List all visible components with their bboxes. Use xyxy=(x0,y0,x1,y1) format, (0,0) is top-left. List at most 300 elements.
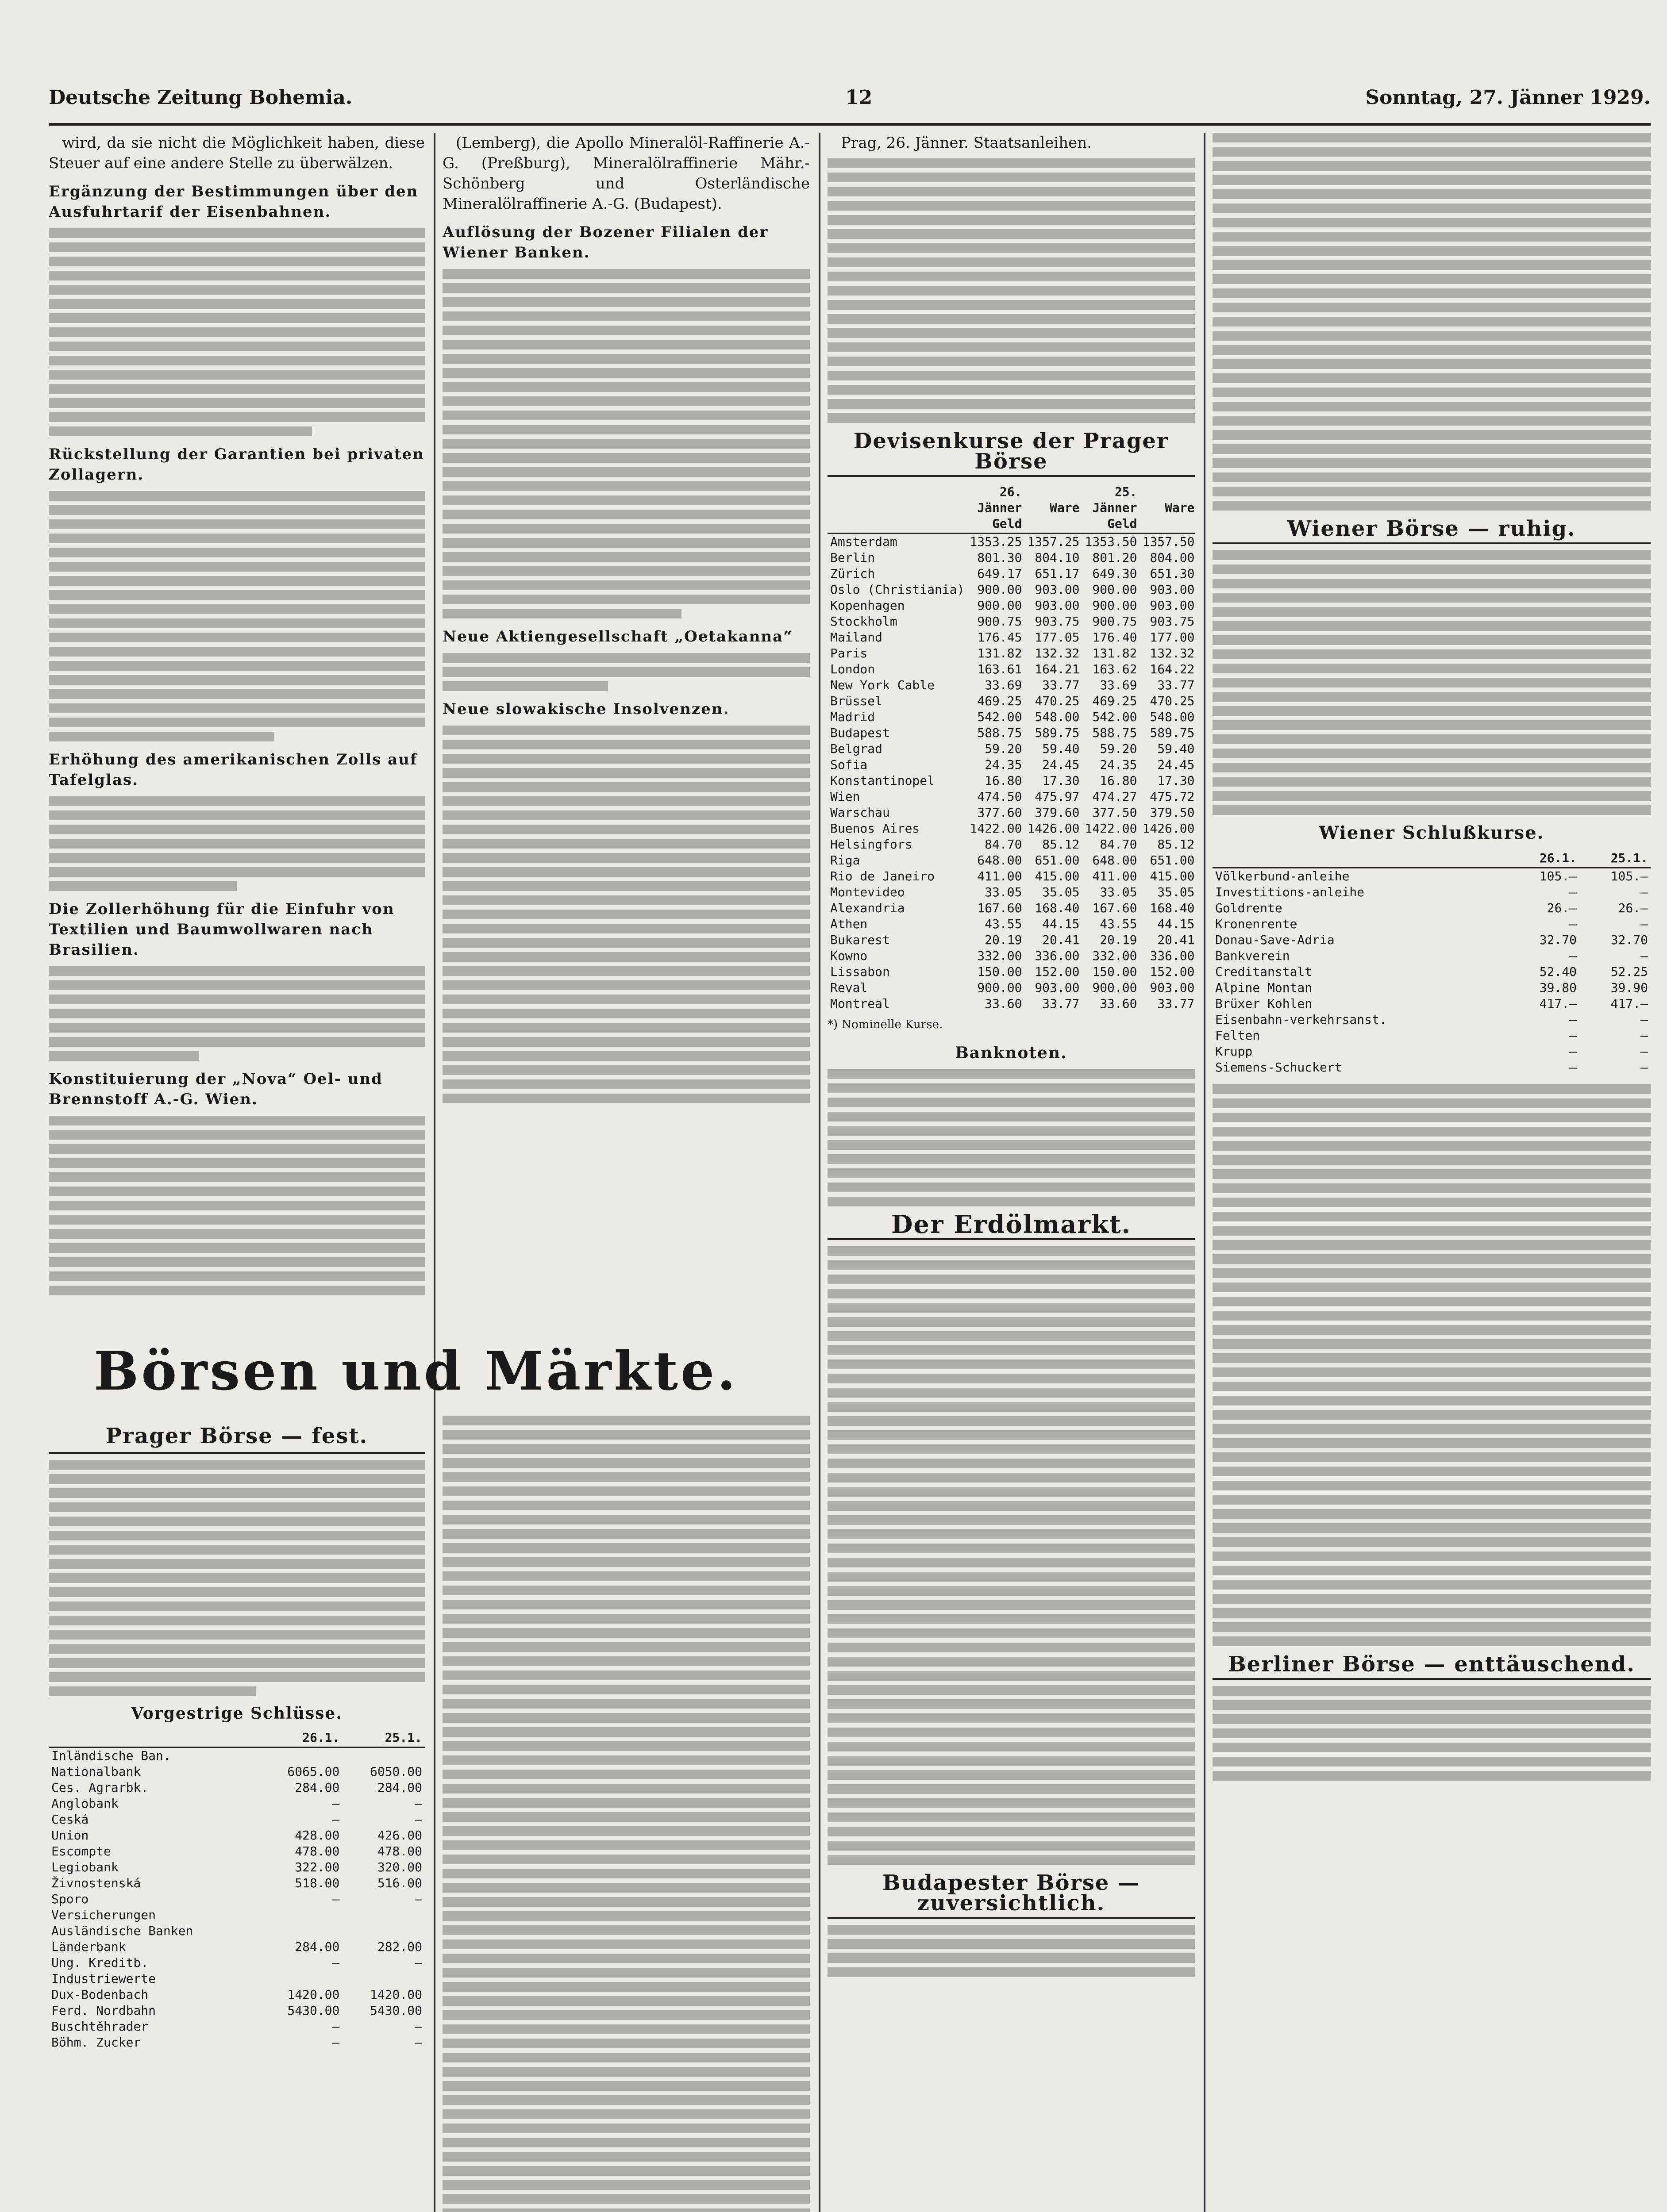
table-cell: Investitions-anleihe xyxy=(1215,885,1365,899)
table-cell: 6065.00 xyxy=(287,1764,340,1779)
article-heading: Erhöhung des amerikanischen Zolls auf Tafelglas. xyxy=(49,751,418,789)
table-cell: Živnostenská xyxy=(51,1876,141,1890)
berliner-boerse-text xyxy=(1213,1686,1651,1781)
table-cell: 1353.50 xyxy=(1085,534,1137,549)
table-cell: 651.00 xyxy=(1035,853,1080,868)
table-cell: 320.00 xyxy=(377,1860,422,1874)
table-cell: 903.00 xyxy=(1150,598,1195,613)
table-cell: Ces. Agrarbk. xyxy=(51,1780,149,1795)
table-cell: Legiobank xyxy=(51,1860,119,1874)
table-cell: 518.00 xyxy=(295,1876,340,1890)
table-cell: 35.05 xyxy=(1157,885,1195,899)
table-cell: Inländische Ban. xyxy=(51,1748,171,1763)
table-cell: 176.40 xyxy=(1092,630,1137,645)
table-cell: Montreal xyxy=(830,996,890,1011)
schluss-row xyxy=(49,1971,425,1987)
table-cell: 1353.25 xyxy=(970,534,1022,549)
table-cell: 33.77 xyxy=(1042,996,1080,1011)
table-cell: Athen xyxy=(830,917,868,931)
devisen-row xyxy=(828,932,1195,948)
table-cell: — xyxy=(1640,885,1648,899)
table-cell: Industriewerte xyxy=(51,1971,156,1986)
table-cell: 903.00 xyxy=(1035,598,1080,613)
table-cell: Riga xyxy=(830,853,860,868)
header-rule xyxy=(49,123,1651,126)
article-body xyxy=(49,966,425,1061)
budapest-title: Budapester Börse — zuversichtlich. xyxy=(828,1873,1195,1919)
table-cell: 900.00 xyxy=(977,582,1022,597)
table-cell: Sporo xyxy=(51,1892,89,1906)
devisen-row xyxy=(828,677,1195,693)
table-cell: 900.00 xyxy=(1092,980,1137,995)
table-cell: 379.60 xyxy=(1035,805,1080,820)
table-cell: 332.00 xyxy=(977,949,1022,963)
table-cell: 24.45 xyxy=(1042,757,1080,772)
table-cell: 651.30 xyxy=(1150,566,1195,581)
table-cell: 903.00 xyxy=(1150,980,1195,995)
table-cell: 548.00 xyxy=(1150,710,1195,724)
table-cell: Budapest xyxy=(830,726,890,740)
devisen-row xyxy=(828,868,1195,884)
table-cell: 589.75 xyxy=(1150,726,1195,740)
table-cell: 804.00 xyxy=(1150,550,1195,565)
schlusskurs-row xyxy=(1213,964,1651,980)
table-cell: 1420.00 xyxy=(287,1987,340,2002)
article-intro: wird, da sie nicht die Möglichkeit haben, diese Steuer auf eine andere Stelle zu überwälzen. xyxy=(49,134,425,172)
table-cell: 648.00 xyxy=(1092,853,1137,868)
page-number: 12 xyxy=(845,86,873,109)
schluss-row xyxy=(49,2019,425,2035)
table-cell: 903.00 xyxy=(1035,980,1080,995)
table-cell: 39.90 xyxy=(1610,980,1648,995)
schlusskurs-row xyxy=(1213,1012,1651,1028)
table-cell: 24.45 xyxy=(1157,757,1195,772)
table-cell: 52.40 xyxy=(1539,964,1577,979)
table-cell: 44.15 xyxy=(1157,917,1195,931)
table-cell: 24.35 xyxy=(985,757,1022,772)
table-cell: — xyxy=(415,1812,422,1827)
table-cell: Paris xyxy=(830,646,868,661)
schlusskurs-row xyxy=(1213,1044,1651,1060)
devisen-row xyxy=(828,741,1195,757)
table-cell: Creditanstalt xyxy=(1215,964,1313,979)
table-cell: 516.00 xyxy=(377,1876,422,1890)
table-cell: — xyxy=(1640,949,1648,963)
table-cell: 470.25 xyxy=(1035,694,1080,708)
table-cell: 26.— xyxy=(1547,901,1577,915)
article-intro: Prag, 26. Jänner. Staatsanleihen. xyxy=(841,134,1092,152)
devisen-row xyxy=(828,645,1195,661)
column-header: 25.1. xyxy=(1579,849,1651,868)
devisen-row xyxy=(828,757,1195,773)
table-cell: 428.00 xyxy=(295,1828,340,1843)
table-cell: 24.35 xyxy=(1100,757,1137,772)
table-cell: Kopenhagen xyxy=(830,598,905,613)
table-cell: 474.27 xyxy=(1092,789,1137,804)
table-cell: Brüssel xyxy=(830,694,883,708)
column-1 xyxy=(49,133,425,1310)
prager-boerse-title: Prager Börse — fest. xyxy=(49,1424,425,1454)
table-cell: Madrid xyxy=(830,710,875,724)
table-cell: 801.20 xyxy=(1092,550,1137,565)
table-cell: 903.75 xyxy=(1150,614,1195,629)
table-cell: 85.12 xyxy=(1157,837,1195,852)
devisen-row xyxy=(828,550,1195,566)
column-header: Ware xyxy=(1140,483,1195,534)
table-cell: 33.60 xyxy=(1100,996,1137,1011)
erdoel-text xyxy=(828,1246,1195,1865)
table-cell xyxy=(260,1747,343,1764)
prager-boerse-section xyxy=(49,1416,425,2212)
schluss-row xyxy=(49,1955,425,1971)
table-cell: 284.00 xyxy=(377,1780,422,1795)
table-cell: 1357.50 xyxy=(1142,534,1195,549)
article-heading: Neue slowakische Insolvenzen. xyxy=(443,700,730,718)
table-cell: 85.12 xyxy=(1042,837,1080,852)
table-cell: — xyxy=(332,1892,340,1906)
table-cell: Sofia xyxy=(830,757,868,772)
table-cell: — xyxy=(1640,1012,1648,1027)
schluss-row xyxy=(49,1828,425,1843)
table-cell: 588.75 xyxy=(977,726,1022,740)
table-cell: 900.00 xyxy=(977,980,1022,995)
table-cell: 164.21 xyxy=(1035,662,1080,676)
schluss-row xyxy=(49,1764,425,1780)
table-cell: Völkerbund-anleihe xyxy=(1215,869,1350,883)
article-body xyxy=(443,653,810,691)
table-cell: 903.00 xyxy=(1150,582,1195,597)
schluss-row xyxy=(49,1923,425,1939)
table-cell: Montevideo xyxy=(830,885,905,899)
table-cell: 648.00 xyxy=(977,853,1022,868)
table-cell: Ung. Kreditb. xyxy=(51,1955,149,1970)
schluss-row xyxy=(49,1812,425,1828)
schlusskurs-row xyxy=(1213,1060,1651,1075)
table-cell: Alexandria xyxy=(830,901,905,915)
table-cell: 336.00 xyxy=(1150,949,1195,963)
schluss-row xyxy=(49,1891,425,1907)
devisen-row xyxy=(828,614,1195,630)
table-cell: — xyxy=(415,1892,422,1906)
schlusskurs-row xyxy=(1213,884,1651,900)
devisen-note: *) Nominelle Kurse. xyxy=(828,1018,943,1031)
table-cell: — xyxy=(415,2035,422,2050)
table-cell: 33.05 xyxy=(1100,885,1137,899)
table-cell: London xyxy=(830,662,875,676)
table-cell: 5430.00 xyxy=(287,2003,340,2018)
table-cell xyxy=(342,1971,425,1987)
table-cell: 379.50 xyxy=(1150,805,1195,820)
devisen-table xyxy=(828,483,1195,1012)
table-cell: Brüxer Kohlen xyxy=(1215,996,1313,1011)
table-cell: 478.00 xyxy=(377,1844,422,1859)
table-cell: 168.40 xyxy=(1150,901,1195,915)
table-cell: 33.69 xyxy=(985,678,1022,692)
table-cell: 176.45 xyxy=(977,630,1022,645)
table-cell: 651.17 xyxy=(1035,566,1080,581)
table-cell: Buenos Aires xyxy=(830,821,920,836)
schluesse-table xyxy=(49,1729,425,2051)
table-cell: 377.50 xyxy=(1092,805,1137,820)
table-cell: 548.00 xyxy=(1035,710,1080,724)
table-cell: 167.60 xyxy=(1092,901,1137,915)
table-cell: Amsterdam xyxy=(830,534,897,549)
devisen-row xyxy=(828,837,1195,853)
column-header xyxy=(49,1729,260,1747)
table-cell: Stockholm xyxy=(830,614,897,629)
table-cell: — xyxy=(1640,1044,1648,1059)
section-title: Börsen und Märkte. xyxy=(93,1340,739,1402)
devisen-row xyxy=(828,996,1195,1012)
table-cell: 588.75 xyxy=(1092,726,1137,740)
schlusskurs-row xyxy=(1213,1028,1651,1044)
table-cell: — xyxy=(1569,1060,1577,1075)
table-cell: 177.05 xyxy=(1035,630,1080,645)
table-cell: 132.32 xyxy=(1035,646,1080,661)
wiener-boerse-title: Wiener Börse — ruhig. xyxy=(1213,518,1651,544)
table-cell: 475.72 xyxy=(1150,789,1195,804)
table-cell: 415.00 xyxy=(1035,869,1080,883)
article-body xyxy=(443,726,810,1103)
table-cell: 589.75 xyxy=(1035,726,1080,740)
berliner-boerse-title: Berliner Börse — enttäuschend. xyxy=(1213,1654,1651,1680)
table-cell: 900.00 xyxy=(1092,598,1137,613)
table-cell: 59.20 xyxy=(1100,741,1137,756)
article-heading: Ergänzung der Bestimmungen über den Ausfuhrtarif der Eisenbahnen. xyxy=(49,183,419,221)
table-cell: — xyxy=(1569,885,1577,899)
column-2 xyxy=(443,133,810,1310)
table-cell: 417.— xyxy=(1539,996,1577,1011)
table-cell: 39.80 xyxy=(1539,980,1577,995)
devisen-row xyxy=(828,789,1195,805)
schluss-row xyxy=(49,1747,425,1764)
devisen-row xyxy=(828,773,1195,789)
table-cell: Siemens-Schuckert xyxy=(1215,1060,1342,1075)
column-header: 25.1. xyxy=(342,1729,425,1747)
schluss-row xyxy=(49,1907,425,1923)
table-cell: 44.15 xyxy=(1042,917,1080,931)
wiener-schlusskurse-table xyxy=(1213,849,1651,1075)
table-cell: 33.77 xyxy=(1157,678,1195,692)
devisen-row xyxy=(828,630,1195,645)
devisen-row xyxy=(828,853,1195,868)
table-cell: 33.60 xyxy=(985,996,1022,1011)
table-cell: — xyxy=(1569,1044,1577,1059)
table-cell: Böhm. Zucker xyxy=(51,2035,141,2050)
schluss-row xyxy=(49,1796,425,1812)
devisen-row xyxy=(828,566,1195,582)
table-cell: 17.30 xyxy=(1042,773,1080,788)
column-divider xyxy=(1204,133,1205,2212)
column-header: Ware xyxy=(1024,483,1082,534)
table-cell: 43.55 xyxy=(985,917,1022,931)
table-cell: 903.75 xyxy=(1035,614,1080,629)
table-cell: 163.62 xyxy=(1092,662,1137,676)
table-cell: — xyxy=(332,1812,340,1827)
column-header: 26.1. xyxy=(1508,849,1579,868)
prager-boerse-text xyxy=(49,1460,425,1696)
table-cell: Wien xyxy=(830,789,860,804)
table-cell: 152.00 xyxy=(1150,964,1195,979)
table-cell: 475.97 xyxy=(1035,789,1080,804)
table-cell: Felten xyxy=(1215,1028,1260,1043)
table-cell: — xyxy=(1640,917,1648,931)
column-header: 26.1. xyxy=(260,1729,343,1747)
table-cell: Donau-Save-Adria xyxy=(1215,933,1335,947)
staatsanleihen-text xyxy=(828,158,1195,423)
table-cell: 1420.00 xyxy=(370,1987,422,2002)
table-cell: Anglobank xyxy=(51,1796,119,1811)
table-cell: 167.60 xyxy=(977,901,1022,915)
schlusskurs-row xyxy=(1213,900,1651,916)
table-cell: 417.— xyxy=(1610,996,1648,1011)
table-cell: 470.25 xyxy=(1150,694,1195,708)
table-cell: 469.25 xyxy=(1092,694,1137,708)
column-4 xyxy=(1213,133,1651,2212)
table-cell: Belgrad xyxy=(830,741,883,756)
schluss-row xyxy=(49,1859,425,1875)
table-cell: Eisenbahn-verkehrsanst. xyxy=(1215,1012,1387,1027)
article-heading: Konstituierung der „Nova“ Oel- und Brennstoff A.-G. Wien. xyxy=(49,1070,383,1108)
erdoel-title: Der Erdölmarkt. xyxy=(828,1214,1195,1240)
table-cell: Goldrente xyxy=(1215,901,1282,915)
market-text xyxy=(1213,133,1651,511)
schluss-row xyxy=(49,1780,425,1796)
table-cell: 1422.00 xyxy=(1085,821,1137,836)
table-cell: 35.05 xyxy=(1042,885,1080,899)
devisen-row xyxy=(828,805,1195,821)
table-cell: 150.00 xyxy=(977,964,1022,979)
table-cell: Bankverein xyxy=(1215,949,1290,963)
column-header xyxy=(1213,849,1508,868)
table-cell: 332.00 xyxy=(1092,949,1137,963)
table-cell xyxy=(342,1923,425,1939)
schlusskurs-row xyxy=(1213,932,1651,948)
table-cell: — xyxy=(1569,949,1577,963)
column-header: 26. Jänner Geld xyxy=(967,483,1024,534)
table-cell: Versicherungen xyxy=(51,1908,156,1922)
devisen-row xyxy=(828,598,1195,614)
table-cell: Länderbank xyxy=(51,1939,126,1954)
article-heading: Die Zollerhöhung für die Einfuhr von Textilien und Baumwollwaren nach Brasilien. xyxy=(49,900,395,959)
budapest-text xyxy=(828,1925,1195,1977)
table-cell xyxy=(260,1907,343,1923)
table-cell: 1426.00 xyxy=(1142,821,1195,836)
table-cell: — xyxy=(415,2019,422,2034)
schlusskurs-row xyxy=(1213,980,1651,996)
table-cell: — xyxy=(332,2035,340,2050)
prager-boerse-continuation xyxy=(443,1416,810,2212)
table-cell xyxy=(260,1923,343,1939)
table-cell: 59.40 xyxy=(1042,741,1080,756)
schluesse-title: Vorgestrige Schlüsse. xyxy=(131,1704,343,1723)
table-cell: Reval xyxy=(830,980,868,995)
devisen-title: Devisenkurse der Prager Börse xyxy=(828,431,1195,477)
table-cell: 150.00 xyxy=(1092,964,1137,979)
table-cell: 469.25 xyxy=(977,694,1022,708)
article-body xyxy=(49,491,425,741)
devisen-row xyxy=(828,709,1195,725)
table-cell: — xyxy=(1640,1060,1648,1075)
table-cell: 377.60 xyxy=(977,805,1022,820)
table-cell: Krupp xyxy=(1215,1044,1253,1059)
table-cell: 5430.00 xyxy=(370,2003,422,2018)
table-cell: 105.— xyxy=(1539,869,1577,883)
table-cell: 32.70 xyxy=(1610,933,1648,947)
schluss-row xyxy=(49,2035,425,2051)
table-cell xyxy=(342,1907,425,1923)
devisen-row xyxy=(828,725,1195,741)
schlusskurs-row xyxy=(1213,868,1651,885)
table-cell: Union xyxy=(51,1828,89,1843)
table-cell: Helsingfors xyxy=(830,837,912,852)
table-cell: 26.— xyxy=(1618,901,1648,915)
table-cell: — xyxy=(332,1955,340,1970)
table-cell: 33.05 xyxy=(985,885,1022,899)
table-cell: Escompte xyxy=(51,1844,111,1859)
table-cell: 284.00 xyxy=(295,1939,340,1954)
table-cell: — xyxy=(332,1796,340,1811)
column-header xyxy=(828,483,967,534)
schluss-row xyxy=(49,1939,425,1955)
schluss-row xyxy=(49,1875,425,1891)
table-cell: 542.00 xyxy=(1092,710,1137,724)
table-cell: 649.17 xyxy=(977,566,1022,581)
table-cell: Konstantinopel xyxy=(830,773,935,788)
devisen-row xyxy=(828,534,1195,550)
table-cell: — xyxy=(1569,917,1577,931)
article-body xyxy=(49,1116,425,1295)
article-intro: (Lemberg), die Apollo Mineralöl-Raffinerie A.-G. (Preßburg), Mineralölraffinerie Mähr.-Schönberg und Osterländische Mineralölraffinerie A.-G. (Budapest). xyxy=(443,134,810,213)
table-cell: 900.75 xyxy=(977,614,1022,629)
table-cell: 131.82 xyxy=(977,646,1022,661)
table-cell: 411.00 xyxy=(977,869,1022,883)
table-cell: Warschau xyxy=(830,805,890,820)
table-cell: Bukarest xyxy=(830,933,890,947)
table-cell: 59.40 xyxy=(1157,741,1195,756)
devisen-row xyxy=(828,693,1195,709)
table-cell: Kowno xyxy=(830,949,868,963)
devisen-row xyxy=(828,916,1195,932)
devisen-row xyxy=(828,821,1195,837)
table-cell: Alpine Montan xyxy=(1215,980,1313,995)
article-heading: Auflösung der Bozener Filialen der Wiener Banken. xyxy=(443,223,769,261)
article-heading: Rückstellung der Garantien bei privaten Zollagern. xyxy=(49,445,424,484)
table-cell: 804.10 xyxy=(1035,550,1080,565)
banknoten-title: Banknoten. xyxy=(955,1044,1067,1062)
table-cell: Nationalbank xyxy=(51,1764,141,1779)
table-cell: — xyxy=(415,1796,422,1811)
table-cell: 411.00 xyxy=(1092,869,1137,883)
table-cell: 651.00 xyxy=(1150,853,1195,868)
table-cell: 542.00 xyxy=(977,710,1022,724)
devisen-row xyxy=(828,948,1195,964)
column-divider xyxy=(819,133,820,2212)
table-cell: 649.30 xyxy=(1092,566,1137,581)
devisen-row xyxy=(828,980,1195,996)
table-cell: Lissabon xyxy=(830,964,890,979)
table-cell: 903.00 xyxy=(1035,582,1080,597)
schlusskurs-row xyxy=(1213,916,1651,932)
table-cell: 177.00 xyxy=(1150,630,1195,645)
table-cell: Oslo (Christiania) xyxy=(830,582,965,597)
table-cell: 336.00 xyxy=(1035,949,1080,963)
table-cell: Buschtěhrader xyxy=(51,2019,149,2034)
table-cell: — xyxy=(1640,1028,1648,1043)
article-body xyxy=(49,796,425,891)
table-cell: 474.50 xyxy=(977,789,1022,804)
wiener-boerse-text xyxy=(1213,550,1651,815)
